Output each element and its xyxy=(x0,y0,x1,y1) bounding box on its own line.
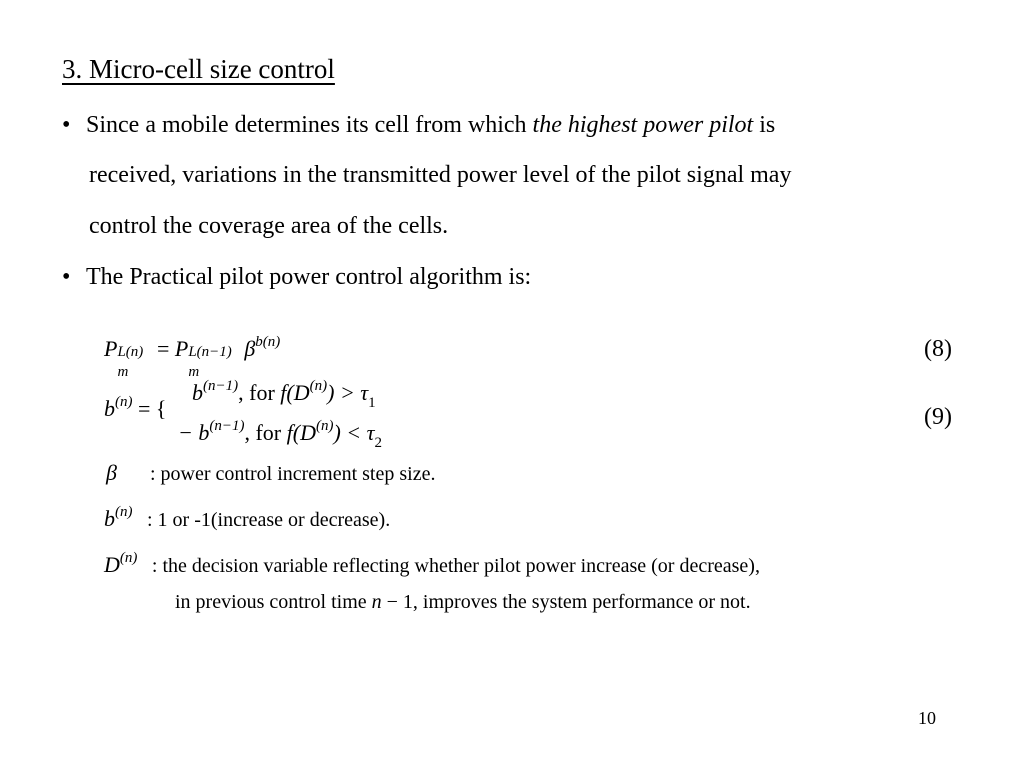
bullet-1-text-b: is xyxy=(753,112,776,138)
eq9-case2-D: (D xyxy=(292,420,316,445)
equation-8-number: (8) xyxy=(924,336,952,362)
bullet-2 xyxy=(62,264,531,291)
def-b-sup: (n) xyxy=(115,504,133,520)
equation-9-case-2 xyxy=(178,418,383,451)
eq9-case1-compare: ) > τ xyxy=(327,380,369,405)
eq9-case1-f: f xyxy=(280,380,287,405)
eq8-sub-left: m xyxy=(117,364,129,380)
eq9-case1-for: , for xyxy=(238,380,281,405)
def-D-desc-line-1: : the decision variable reflecting whether pilot power increase (or decrease), xyxy=(151,555,760,577)
slide-title: 3. Micro-cell size control xyxy=(62,54,335,84)
def-D-symbol: D xyxy=(104,552,120,577)
equation-9-case-1 xyxy=(192,378,376,411)
bullet-1-emphasis: the highest power pilot xyxy=(532,112,754,138)
def-D-line-2 xyxy=(175,591,751,614)
bullet-dot-icon: • xyxy=(62,112,71,138)
def-b-symbol: b xyxy=(104,506,115,531)
eq8-sup-left: L(n) xyxy=(117,344,144,360)
bullet-1-text-a: Since a mobile determines its cell from which xyxy=(86,112,533,138)
eq8-P-right: P xyxy=(174,336,189,361)
eq9-case1-b: b xyxy=(192,380,203,405)
equation-9-lhs xyxy=(104,396,166,422)
bullet-2-text: The Practical pilot power control algorithm is: xyxy=(86,264,532,290)
eq9-case1-tau-sub: 1 xyxy=(368,395,376,411)
eq9-case1-Dsup: (n) xyxy=(309,378,328,394)
def-D-desc-2-n: n xyxy=(371,591,382,613)
eq9-case2-f: f xyxy=(286,420,293,445)
def-D-desc-2-pre: in previous control time xyxy=(175,591,372,613)
eq9-case2-compare: ) < τ xyxy=(333,420,375,445)
eq9-case2-tau-sub: 2 xyxy=(374,435,383,451)
bullet-dot-icon: • xyxy=(62,264,71,290)
def-beta-desc: : power control increment step size. xyxy=(150,463,436,485)
eq9-case1-D: (D xyxy=(286,380,310,405)
eq8-equals: = xyxy=(151,336,175,361)
equation-8 xyxy=(104,334,281,380)
page-number: 10 xyxy=(918,708,936,728)
eq9-b: b xyxy=(104,396,115,421)
def-beta-symbol: β xyxy=(106,460,117,485)
eq9-case2-sup: (n−1) xyxy=(209,418,245,434)
eq8-sup-right: L(n−1) xyxy=(188,344,232,360)
eq8-sub-right: m xyxy=(188,364,200,380)
eq9-b-sup: (n) xyxy=(115,394,133,410)
bullet-1-line-3: control the coverage area of the cells. xyxy=(89,213,449,239)
eq9-equals-brace: = { xyxy=(132,396,167,421)
eq8-beta-sup: b(n) xyxy=(255,334,281,350)
eq9-case2-Dsup: (n) xyxy=(315,418,334,434)
def-D xyxy=(104,552,760,578)
def-b xyxy=(104,506,390,532)
eq8-beta: β xyxy=(244,336,256,361)
bullet-1-line-2: received, variations in the transmitted power level of the pilot signal may xyxy=(89,162,792,188)
eq8-P-left: P xyxy=(104,336,118,361)
bullet-1-line-1 xyxy=(62,112,775,139)
def-D-sup: (n) xyxy=(119,550,138,566)
eq9-case1-sup: (n−1) xyxy=(203,378,239,394)
equation-9-number: (9) xyxy=(924,404,952,430)
eq9-case2-minus-b: − b xyxy=(178,420,210,445)
eq9-case2-for: , for xyxy=(244,420,287,445)
def-b-desc: : 1 or -1(increase or decrease). xyxy=(147,509,391,531)
def-D-desc-2-post: − 1, improves the system performance or not. xyxy=(381,591,751,613)
def-beta xyxy=(106,460,435,486)
